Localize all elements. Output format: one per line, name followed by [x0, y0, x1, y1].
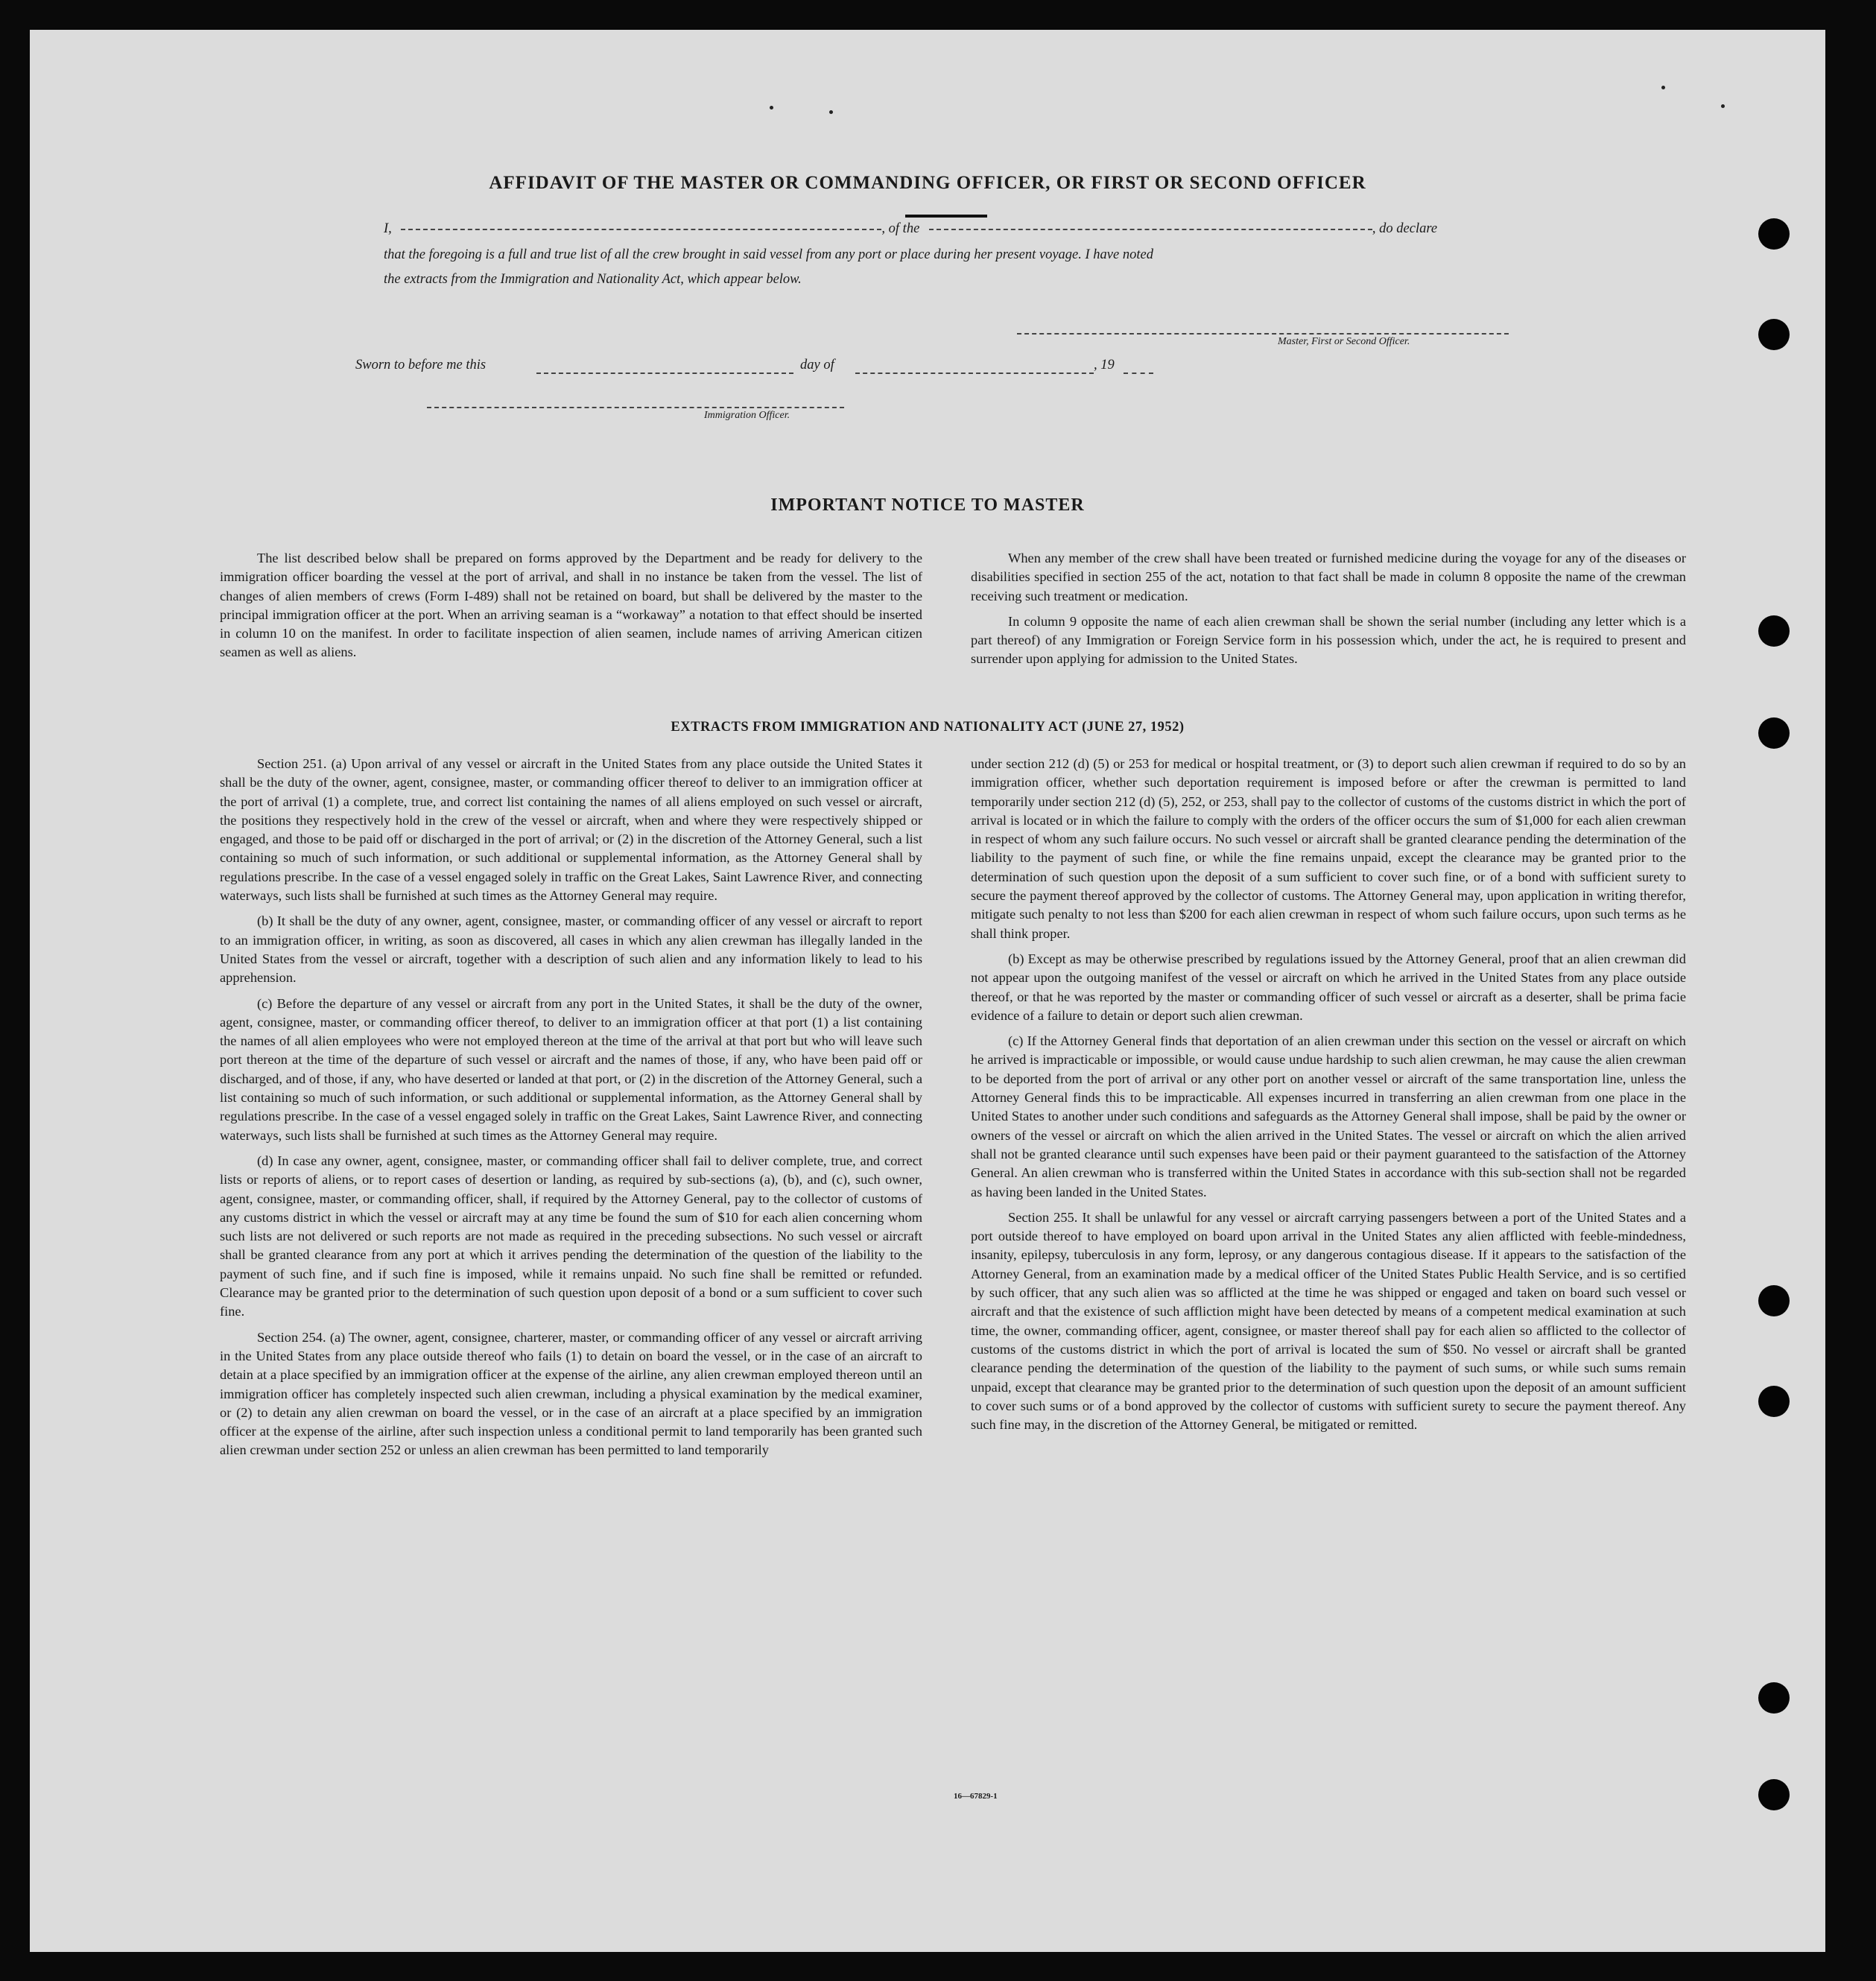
- section-paragraph: (c) If the Attorney General finds that deportation of an alien crewman under this section on the vessel or aircraft on which he arrived is impracticable or impossible, or would cause undue hardship to such alien crewman, he may cause the alien crewman to be deported from the port of arrival or any other port on another vessel or aircraft of the same transportation line, unless the Attorney General finds this to be impracticable. All expenses incurred in transferring an alien crewman from one place in the United States to another under such conditions and safeguards as the Attorney General shall impose, shall be paid by the owner or owners of the vessel or aircraft on which the alien arrived in the United States. The vessel or aircraft on which the alien arrived shall not be granted clearance until such expenses have been paid or their payment guaranteed to the satisfaction of the Attorney General. An alien crewman who is transferred within the United States in accordance with this sub-section shall not be regarded as having been landed in the United States.: [971, 1033, 1686, 1199]
- section-paragraph: (c) Before the departure of any vessel or aircraft from any port in the United States, it shall be the duty of the owner, agent, consignee, master, or commanding officer thereof, to deliver to an immigration officer at that port (1) a list containing the names of all alien employees who were not employed thereon at the time of the arrival at that port but who will leave such port thereon at the time of the departure of such vessel or aircraft and the names of those, if any, who have been paid off or discharged, and of those, if any, who have deserted or landed at that port, or (2) in the discretion of the Attorney General, such a list containing so much of such information, or such additional or supplemental information, as the Attorney General shall by regulations prescribe. In the case of a vessel engaged solely in traffic on the Great Lakes, Saint Lawrence River, and connecting waterways, such lists shall be furnished at such times as the Attorney General may require.: [220, 995, 922, 1143]
- section-paragraph: Section 251. (a) Upon arrival of any vessel or aircraft in the United States from any place outside the United States it shall be the duty of the owner, agent, consignee, master, or commanding officer thereof to deliver to an immigration officer at the port of arrival (1) a complete, true, and correct list containing the names of all aliens employed on such vessel or aircraft, the positions they respectively hold in the crew of the vessel or aircraft, when and where they were respectively shipped or engaged, and those to be paid off or discharged in the port of arrival; or (2) in the discretion of the Attorney General, such a list containing so much of such information, or such additional or supplemental information, as the Attorney General shall by regulations prescribe. In the case of a vessel engaged solely in traffic on the Great Lakes, Saint Lawrence River, and connecting waterways, such lists shall be furnished at such times as the Attorney General may require.: [220, 756, 922, 904]
- day-of-label: day of: [800, 358, 834, 373]
- extracts-left-column: [220, 755, 922, 1467]
- binder-hole: [1758, 218, 1790, 250]
- statement-line-2: the extracts from the Immigration and Nationality Act, which appear below.: [384, 272, 802, 287]
- speck: [1721, 104, 1725, 108]
- notice-title: IMPORTANT NOTICE TO MASTER: [770, 495, 1085, 515]
- binder-hole: [1758, 1779, 1790, 1810]
- section-paragraph: Section 255. It shall be unlawful for any vessel or aircraft carrying passengers between a port of the United States and a port outside thereof to have employed on board upon arrival in the United States any alien afflicted with feeble-mindedness, insanity, epilepsy, tuberculosis in any form, leprosy, or any dangerous contagious disease. If it appears to the satisfaction of the Attorney General, from an examination made by a medical officer of the United States Public Health Service, and is so certified by such officer, that any such alien was so afflicted at the time he was shipped or engaged and taken on board such vessel or aircraft and that the existence of such affliction might have been detected by means of a competent medical examination at such time, the owner, commanding officer, agent, consignee, or master thereof shall pay for each alien so afflicted to the collector of customs of the customs district in which the port of arrival is located the sum of $50. No vessel or aircraft shall be granted clearance pending the determination of the question of the liability to the payment of such sums, or while such sums remain unpaid, except that clearance may be granted prior to the determination of such question upon the deposit of an amount sufficient to cover such sums or of a bond approved by the collector of customs with sufficient surety to secure the payment thereof. Any such fine may, in the discretion of the Attorney General, be mitigated or remitted.: [971, 1209, 1686, 1433]
- affidavit-title: AFFIDAVIT OF THE MASTER OR COMMANDING OFFICER, OR FIRST OR SECOND OFFICER: [489, 173, 1366, 193]
- speck: [770, 106, 773, 110]
- binder-hole: [1758, 1682, 1790, 1714]
- affidavit-declaration-line: [384, 216, 1538, 241]
- immigration-officer-signature-line[interactable]: [427, 407, 844, 408]
- sworn-day-blank[interactable]: [536, 373, 793, 374]
- sworn-label: Sworn to before me this: [355, 358, 487, 373]
- of-the-label: , of the: [881, 221, 920, 236]
- notice-right-column: [971, 549, 1686, 676]
- binder-hole: [1758, 717, 1790, 749]
- speck: [829, 110, 833, 114]
- binder-hole: [1758, 615, 1790, 647]
- speck: [1661, 86, 1665, 89]
- binder-hole: [1758, 1285, 1790, 1316]
- section-paragraph: under section 212 (d) (5) or 253 for medical or hospital treatment, or (3) to deport such alien crewman if required to do so by an immigration officer, whether such deportation requirement is imposed before or after the crewman is permitted to land temporarily under section 212 (d) (5), 252, or 253, shall pay to the collector of customs of the customs district in which the port of arrival is located or in which the failure to comply with the orders of the officer occurs the sum of $1,000 for each alien crewman in respect of whom any such failure occurs. No such vessel or aircraft shall be granted clearance pending the determination of the liability to the payment of such fine, or while the fine remains unpaid, except the clearance may be granted prior to the determination of such question upon the deposit of a sum sufficient to cover such fine, or of a bond with sufficient surety to secure the payment thereof approved by the collector of customs. The Attorney General may, upon application in writing therefor, mitigate such penalty to not less than $200 for each alien crewman in respect of whom such failure occurs, upon such terms as he shall think proper.: [971, 756, 1686, 941]
- extracts-right-column: [971, 755, 1686, 1441]
- year-label: , 19: [1094, 358, 1115, 373]
- form-number: 16—67829-1: [954, 1792, 998, 1801]
- master-signature-line[interactable]: [1017, 333, 1509, 335]
- immigration-officer-label: Immigration Officer.: [704, 410, 790, 421]
- notice-paragraph: When any member of the crew shall have been treated or furnished medicine during the voyage for any of the diseases or disabilities specified in section 255 of the act, notation to that fact shall be made in column 8 opposite the name of the crewman receiving such treatment or medication.: [971, 551, 1686, 603]
- section-paragraph: Section 254. (a) The owner, agent, consignee, charterer, master, or commanding officer of any vessel or aircraft arriving in the United States from any place outside thereof who fails (1) to detain on board the vessel, or in the case of an aircraft to detain at a place specified by an immigration officer at the expense of the airline, any alien crewman employed thereon until an immigration officer has completely inspected such alien crewman, including a physical examination by the medical examiner, or (2) to detain any alien crewman on board the vessel, or in the case of an aircraft at a place specified by an immigration officer at the expense of the airline, after such inspection unless a conditional permit to land temporarily has been granted such alien crewman under section 252 or unless an alien crewman has been permitted to land temporarily: [220, 1329, 922, 1458]
- notice-left-column: [220, 549, 922, 669]
- document-page: [30, 30, 1825, 1952]
- binder-hole: [1758, 319, 1790, 350]
- binder-hole: [1758, 1386, 1790, 1417]
- vessel-blank[interactable]: [929, 229, 1372, 230]
- master-signature-label: Master, First or Second Officer.: [1278, 336, 1410, 347]
- name-blank[interactable]: [401, 229, 881, 230]
- section-paragraph: (d) In case any owner, agent, consignee, master, or commanding officer shall fail to deliver complete, true, and correct lists or reports of aliens, or to report cases of desertion or landing, as required by sub-sections (a), (b), and (c), such owner, agent, consignee, master, or commanding officer, shall, if required by the Attorney General, pay to the collector of customs of any customs district in which the vessel or aircraft may at any time be found the sum of $10 for each alien concerning whom such lists are not delivered or such reports are not made as required in the preceding subsections. No such vessel or aircraft shall be granted clearance from any port at which it arrives pending the determination of the question of the liability to the payment of such fine, and if such fine is imposed, while it remains unpaid. No such fine shall be remitted or refunded. Clearance may be granted prior to the determination of such question upon deposit of a bond or a sum sufficient to cover such fine.: [220, 1153, 922, 1319]
- do-declare-label: , do declare: [1372, 221, 1438, 236]
- statement-line-1: that the foregoing is a full and true list of all the crew brought in said vessel from any port or place during her present voyage. I have noted: [384, 247, 1153, 262]
- notice-paragraph: The list described below shall be prepared on forms approved by the Department and be ready for delivery to the immigration officer boarding the vessel at the port of arrival, and shall in no instance be taken from the vessel. The list of changes of alien members of crews (Form I-489) shall not be retained on board, but shall be delivered by the master to the principal immigration officer at the port. When an arriving seaman is a “workaway” a notation to that effect should be inserted in column 10 on the manifest. In order to facilitate inspection of alien seamen, include names of arriving American citizen seamen as well as aliens.: [220, 551, 922, 660]
- section-paragraph: (b) Except as may be otherwise prescribed by regulations issued by the Attorney General, proof that an alien crewman did not appear upon the outgoing manifest of the vessel or aircraft on which he arrived in the United States from any place outside thereof, or that he was reported by the master or commanding officer of such vessel or aircraft as a deserter, shall be prima facie evidence of a failure to detain or deport such alien crewman.: [971, 951, 1686, 1023]
- notice-paragraph: In column 9 opposite the name of each alien crewman shall be shown the serial number (including any letter which is a part thereof) of any Immigration or Foreign Service form in his possession which, under the act, he is required to present and surrender upon applying for admission to the United States.: [971, 613, 1686, 667]
- extracts-title: EXTRACTS FROM IMMIGRATION AND NATIONALITY ACT (JUNE 27, 1952): [671, 720, 1185, 735]
- section-paragraph: (b) It shall be the duty of any owner, agent, consignee, master, or commanding officer of any vessel or aircraft to report to an immigration officer, in writing, as soon as discovered, all cases in which any alien crewman has illegally landed in the United States from the vessel or aircraft, together with a description of such alien and any information likely to lead to his apprehension.: [220, 913, 922, 986]
- i-label: I,: [384, 221, 392, 236]
- sworn-year-blank[interactable]: [1124, 373, 1153, 374]
- sworn-month-blank[interactable]: [855, 373, 1094, 374]
